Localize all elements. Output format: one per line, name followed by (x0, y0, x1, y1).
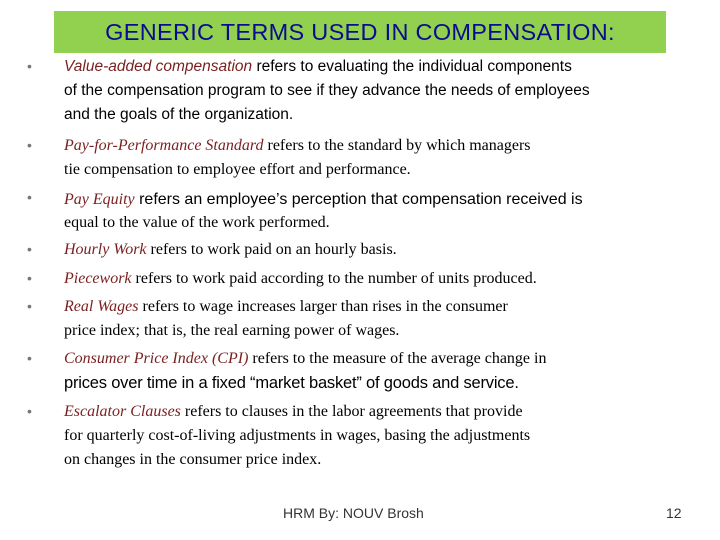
page-number: 12 (666, 505, 682, 521)
bullet-icon: • (27, 298, 32, 314)
list-item-line: and the goals of the organization. (64, 106, 294, 123)
term-label: Pay-for-Performance Standard (64, 137, 264, 154)
bullet-icon: • (27, 137, 32, 153)
list-item-line: equal to the value of the work performed. (64, 214, 330, 231)
bullet-icon: • (27, 270, 32, 286)
term-definition: refers to evaluating the individual components (252, 58, 572, 75)
list-item-line (64, 58, 572, 76)
bullet-icon: • (27, 403, 32, 419)
list-item-line (64, 403, 523, 421)
term-label: Escalator Clauses (64, 403, 181, 420)
bullet-icon: • (27, 350, 32, 366)
term-definition: refers an employee’s perception that compensation received is (134, 191, 583, 208)
term-definition: refers to the measure of the average change in (248, 350, 547, 367)
term-definition: refers to work paid according to the number of units produced. (131, 270, 537, 287)
term-definition: refers to wage increases larger than rises in the consumer (138, 298, 508, 315)
slide-title: GENERIC TERMS USED IN COMPENSATION: (54, 11, 666, 53)
list-item-line (64, 241, 397, 259)
term-definition: refers to work paid on an hourly basis. (146, 241, 397, 258)
term-label: Piecework (64, 270, 132, 287)
term-label: Consumer Price Index (CPI) (64, 350, 249, 367)
bullet-icon: • (27, 58, 32, 74)
bullet-icon: • (27, 189, 32, 205)
list-item-line: on changes in the consumer price index. (64, 451, 322, 468)
term-label: Real Wages (64, 298, 139, 315)
bullet-icon: • (27, 241, 32, 257)
list-item-line: price index; that is, the real earning power of wages. (64, 322, 400, 339)
slide-footer: HRM By: NOUV Brosh (283, 505, 424, 521)
list-item-line (64, 137, 531, 155)
list-item-line: for quarterly cost-of-living adjustments in wages, basing the adjustments (64, 427, 531, 444)
term-label: Hourly Work (64, 241, 147, 258)
list-item-line (64, 298, 508, 316)
list-item-line: tie compensation to employee effort and performance. (64, 161, 411, 178)
list-item-line: of the compensation program to see if they advance the needs of employees (64, 82, 590, 99)
term-label: Pay Equity (64, 191, 135, 208)
term-label: Value-added compensation (64, 58, 253, 75)
term-definition: refers to the standard by which managers (263, 137, 531, 154)
list-item-line (64, 270, 537, 288)
term-definition: refers to clauses in the labor agreements that provide (180, 403, 523, 420)
list-item-line: prices over time in a fixed “market basket” of goods and service. (64, 374, 519, 392)
list-item-line (64, 350, 546, 368)
list-item-line (64, 189, 583, 209)
